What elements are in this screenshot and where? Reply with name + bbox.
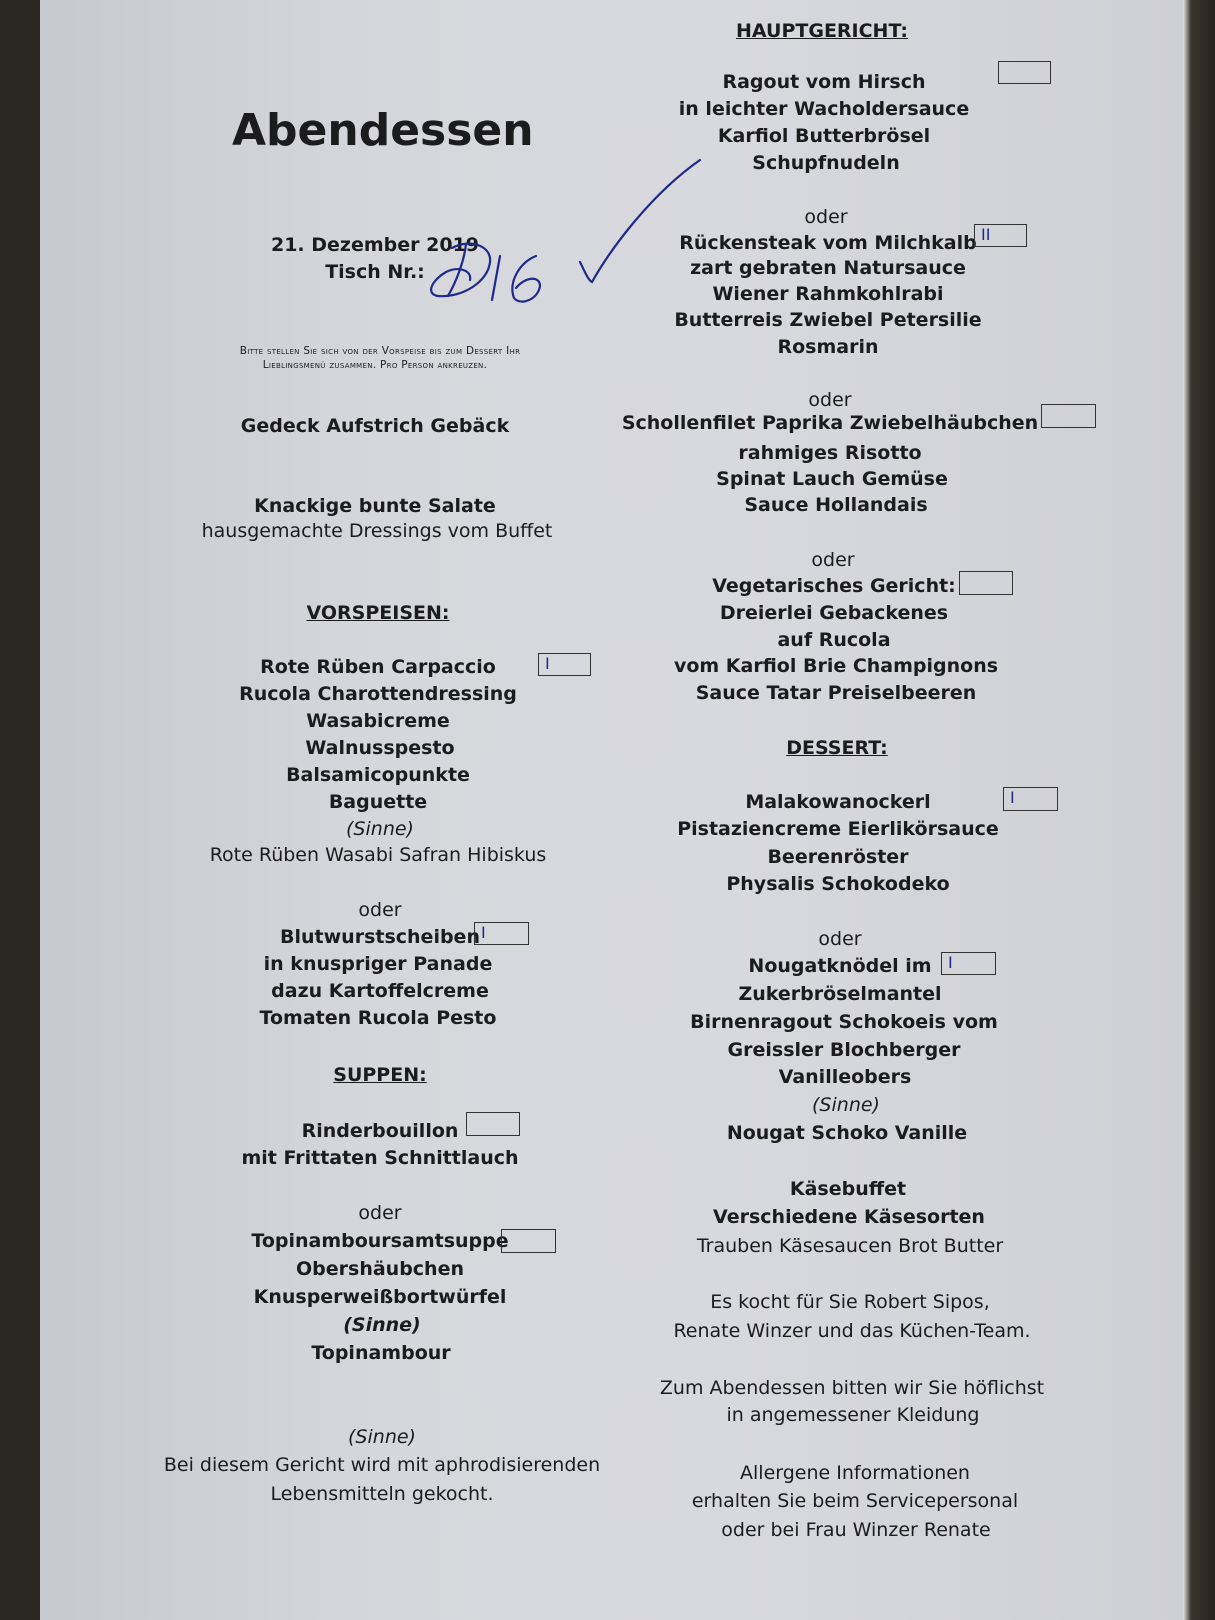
dessert-2-line-1: Nougatknödel im bbox=[748, 955, 932, 977]
vorspeise-2-line-4: Tomaten Rucola Pesto bbox=[259, 1007, 497, 1029]
haupt-2-line-2: zart gebraten Natursauce bbox=[690, 257, 966, 279]
salate-desc: hausgemachte Dressings vom Buffet bbox=[201, 520, 553, 542]
haupt-4-line-1: Vegetarisches Gericht: bbox=[712, 575, 956, 597]
handwritten-table-number bbox=[431, 244, 540, 302]
vorspeise-1-line-6: Baguette bbox=[328, 791, 428, 813]
allergen-line-1: Allergene Informationen bbox=[740, 1462, 970, 1484]
haupt-1-line-2: in leichter Wacholdersauce bbox=[678, 98, 970, 120]
dress-line-2: in angemessener Kleidung bbox=[726, 1404, 980, 1426]
haupt-oder-3: oder bbox=[811, 549, 855, 571]
dessert-1-line-1: Malakowanockerl bbox=[745, 791, 931, 813]
dessert-1-line-3: Beerenröster bbox=[767, 846, 909, 868]
chefs-line-2: Renate Winzer und das Küchen-Team. bbox=[673, 1320, 1031, 1342]
haupt-1-line-4: Schupfnudeln bbox=[752, 152, 900, 174]
vorspeise-oder: oder bbox=[358, 899, 402, 921]
haupt-2-line-3: Wiener Rahmkohlrabi bbox=[712, 283, 944, 305]
tally-mark: I bbox=[1010, 788, 1015, 807]
haupt-4-line-2: Dreierlei Gebackenes bbox=[719, 602, 949, 624]
tally-mark: I bbox=[481, 923, 486, 942]
allergen-line-3: oder bei Frau Winzer Renate bbox=[721, 1519, 991, 1541]
suppe-2-line-2: Obershäubchen bbox=[296, 1258, 464, 1280]
hauptgericht-heading: HAUPTGERICHT: bbox=[736, 20, 908, 42]
table-number-label: Tisch Nr.: bbox=[325, 261, 425, 283]
haupt-4-line-3: auf Rucola bbox=[777, 629, 891, 651]
haupt-1-line-1: Ragout vom Hirsch bbox=[722, 71, 926, 93]
dessert-heading: DESSERT: bbox=[786, 737, 888, 759]
vorspeise-1-line-5: Balsamicopunkte bbox=[286, 764, 470, 786]
haupt-2-line-1: Rückensteak vom Milchkalb bbox=[679, 232, 977, 254]
chefs-line-1: Es kocht für Sie Robert Sipos, bbox=[710, 1291, 990, 1313]
haupt-3-line-1: Schollenfilet Paprika Zwiebelhäubchen bbox=[621, 412, 1039, 434]
haupt-oder-1: oder bbox=[804, 206, 848, 228]
suppe-2-line-3: Knusperweißbortwürfel bbox=[253, 1286, 507, 1308]
vorspeise-2-line-3: dazu Kartoffelcreme bbox=[271, 980, 489, 1002]
instruction-line-1: Bitte stellen Sie sich von der Vorspeise bis zum Dessert Ihr bbox=[239, 345, 521, 357]
suppe-2-line-1: Topinamboursamtsuppe bbox=[251, 1230, 509, 1252]
salate-title: Knackige bunte Salate bbox=[254, 495, 496, 517]
kaesebuffet-line-2: Verschiedene Käsesorten bbox=[713, 1206, 985, 1228]
menu-title: Abendessen bbox=[232, 105, 534, 156]
tally-mark: I bbox=[948, 953, 953, 972]
menu-date: 21. Dezember 2019 bbox=[270, 234, 480, 256]
haupt-3-line-2: rahmiges Risotto bbox=[738, 442, 922, 464]
dessert-2-line-4: Greissler Blochberger bbox=[727, 1039, 961, 1061]
sinne-note-line-1: Bei diesem Gericht wird mit aphrodisierenden bbox=[163, 1454, 601, 1476]
dessert-1-line-4: Physalis Schokodeko bbox=[726, 873, 950, 895]
vorspeise-1-line-2: Rucola Charottendressing bbox=[239, 683, 517, 705]
suppe-2-sinne: (Sinne) bbox=[343, 1314, 421, 1336]
kaesebuffet-title: Käsebuffet bbox=[789, 1178, 907, 1200]
haupt-4-line-5: Sauce Tatar Preiselbeeren bbox=[695, 682, 977, 704]
vorspeise-1-sinne: (Sinne) bbox=[346, 818, 414, 840]
haupt-3-line-4: Sauce Hollandais bbox=[744, 494, 928, 516]
dress-line-1: Zum Abendessen bitten wir Sie höflichst bbox=[659, 1377, 1045, 1399]
sinne-note-line-2: Lebensmitteln gekocht. bbox=[270, 1483, 494, 1505]
haupt-2-line-4: Butterreis Zwiebel Petersilie bbox=[674, 309, 982, 331]
tally-mark: I bbox=[545, 654, 550, 673]
kaesebuffet-line-3: Trauben Käsesaucen Brot Butter bbox=[696, 1235, 1004, 1257]
haupt-4-line-4: vom Karfiol Brie Champignons bbox=[673, 655, 999, 677]
suppe-1-line-1: Rinderbouillon bbox=[301, 1120, 459, 1142]
vorspeise-1-line-3: Wasabicreme bbox=[306, 710, 450, 732]
suppe-1-line-2: mit Frittaten Schnittlauch bbox=[241, 1147, 519, 1169]
vorspeisen-heading: VORSPEISEN: bbox=[306, 602, 450, 624]
dessert-2-line-5: Vanilleobers bbox=[778, 1066, 912, 1088]
vorspeise-1-sinne-desc: Rote Rüben Wasabi Safran Hibiskus bbox=[209, 844, 547, 866]
dessert-1-line-2: Pistaziencreme Eierlikörsauce bbox=[677, 818, 999, 840]
haupt-3-line-3: Spinat Lauch Gemüse bbox=[716, 468, 948, 490]
haupt-1-line-3: Karfiol Butterbrösel bbox=[717, 125, 931, 147]
vorspeise-2-line-2: in knuspriger Panade bbox=[263, 953, 493, 975]
vorspeise-1-line-1: Rote Rüben Carpaccio bbox=[260, 656, 496, 678]
allergen-line-2: erhalten Sie beim Servicepersonal bbox=[691, 1490, 1019, 1512]
haupt-oder-2: oder bbox=[808, 389, 852, 411]
suppe-oder: oder bbox=[358, 1202, 402, 1224]
haupt-2-line-5: Rosmarin bbox=[777, 336, 879, 358]
tally-mark: II bbox=[981, 225, 991, 244]
dessert-2-line-2: Zukerbröselmantel bbox=[738, 983, 942, 1005]
suppe-2-sinne-desc: Topinambour bbox=[311, 1342, 451, 1364]
vorspeise-1-line-4: Walnusspesto bbox=[305, 737, 455, 759]
dessert-2-sinne: (Sinne) bbox=[812, 1094, 880, 1116]
suppen-heading: SUPPEN: bbox=[333, 1064, 427, 1086]
dessert-2-line-3: Birnenragout Schokoeis vom bbox=[690, 1011, 998, 1033]
sinne-note-label: (Sinne) bbox=[348, 1426, 416, 1448]
vorspeise-2-line-1: Blutwurstscheiben bbox=[280, 926, 480, 948]
dessert-2-sinne-desc: Nougat Schoko Vanille bbox=[726, 1122, 968, 1144]
instruction-line-2: Lieblingsmenü zusammen. Pro Person ankreuzen. bbox=[262, 359, 488, 371]
gedeck-text: Gedeck Aufstrich Gebäck bbox=[240, 415, 510, 437]
check-mark-icon bbox=[580, 160, 700, 282]
dessert-oder: oder bbox=[818, 928, 862, 950]
